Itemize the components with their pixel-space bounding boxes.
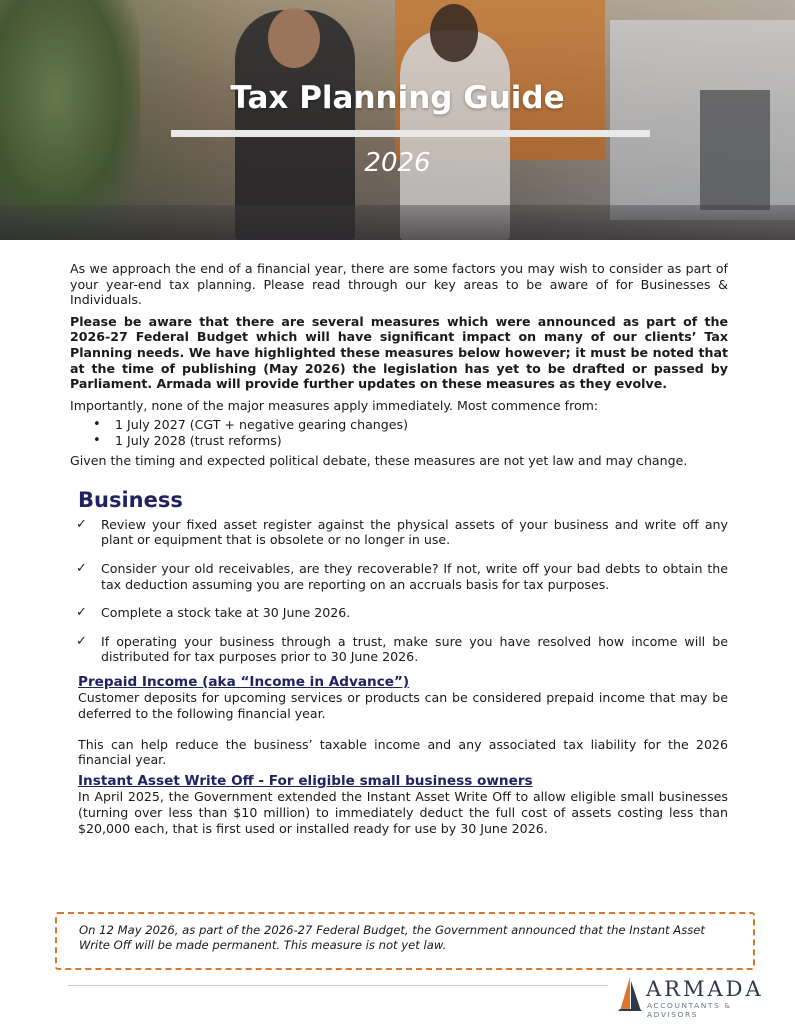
logo-name: ARMADA <box>646 977 764 1001</box>
footer-divider <box>68 985 608 986</box>
budget-callout <box>55 912 755 970</box>
list-item: • 1 July 2028 (trust reforms) <box>93 433 728 449</box>
checkmark-icon: ✓ <box>76 560 87 576</box>
checklist-item <box>70 634 728 665</box>
hero-photo-tint <box>0 0 795 240</box>
prepaid-income-heading: Prepaid Income (aka “Income in Advance”) <box>78 673 410 690</box>
checklist-item <box>70 605 728 621</box>
prepaid-income-paragraph-1: Customer deposits for upcoming services or products can be considered prepaid income that may be deferred to the following financial year. <box>78 690 728 722</box>
prepaid-income-paragraph-2: This can help reduce the business’ taxable income and any associated tax liability for the 2026 financial year. <box>78 736 728 768</box>
importantly-paragraph: Importantly, none of the major measures apply immediately. Most commence from: <box>70 397 599 413</box>
hero-banner <box>0 0 795 240</box>
checkmark-icon: ✓ <box>76 516 87 532</box>
checklist-item <box>70 561 728 592</box>
main-content <box>70 261 728 836</box>
armada-logo <box>616 975 776 1019</box>
checklist-item-text: If operating your business through a trust, make sure you have resolved how income will be distributed for tax purposes prior to 30 June 2026. <box>101 633 728 665</box>
timing-paragraph: Given the timing and expected political debate, these measures are not yet law and may change. <box>70 452 688 468</box>
checklist-item-text: Review your fixed asset register against the physical assets of your business and write off any plant or equipment that is obsolete or no longer in use. <box>101 516 728 548</box>
page-title: Tax Planning Guide <box>230 80 565 116</box>
callout-text: On 12 May 2026, as part of the 2026-27 Federal Budget, the Government announced that the Instant Asset Write Off will be made permanent. This measure is not yet law. <box>79 923 705 952</box>
sail-icon <box>616 977 644 1011</box>
business-heading: Business <box>78 488 183 513</box>
logo-tagline: ACCOUNTANTS & ADVISORS <box>647 1001 732 1019</box>
intro-paragraph: As we approach the end of a financial year, there are some factors you may wish to consider as part of your year-end tax planning. Please read through our key areas to be aware of for Businesses & Individuals. <box>70 261 728 308</box>
checkmark-icon: ✓ <box>76 605 87 621</box>
checkmark-icon: ✓ <box>76 633 87 649</box>
list-item: • 1 July 2027 (CGT + negative gearing changes) <box>93 417 728 433</box>
instant-asset-heading: Instant Asset Write Off - For eligible small business owners <box>78 772 533 789</box>
instant-asset-paragraph: In April 2025, the Government extended the Instant Asset Write Off to allow eligible small businesses (turning over less than $10 million) to immediately deduct the full cost of assets costing less than $20,000 each, that is first used or installed ready for use by 30 June 2026. <box>78 789 728 836</box>
commencement-dates-list <box>93 417 728 448</box>
business-checklist <box>70 517 728 665</box>
checklist-item <box>70 517 728 548</box>
checklist-item-text: Consider your old receivables, are they recoverable? If not, write off your bad debts to obtain the tax deduction assuming you are reporting on an accruals basis for tax purposes. <box>101 560 728 592</box>
budget-notice: Please be aware that there are several measures which were announced as part of the 2026-27 Federal Budget which will have significant impact on many of our clients’ Tax Planning needs. We have highlighted these measures below however; it must be noted that at the time of publishing (May 2026) the legislation has yet to be drafted or passed by Parliament. Armada will provide further updates on these measures as they evolve. <box>70 313 728 392</box>
page-year: 2026 <box>364 148 431 178</box>
checklist-item-text: Complete a stock take at 30 June 2026. <box>101 605 351 621</box>
title-divider <box>171 130 650 137</box>
